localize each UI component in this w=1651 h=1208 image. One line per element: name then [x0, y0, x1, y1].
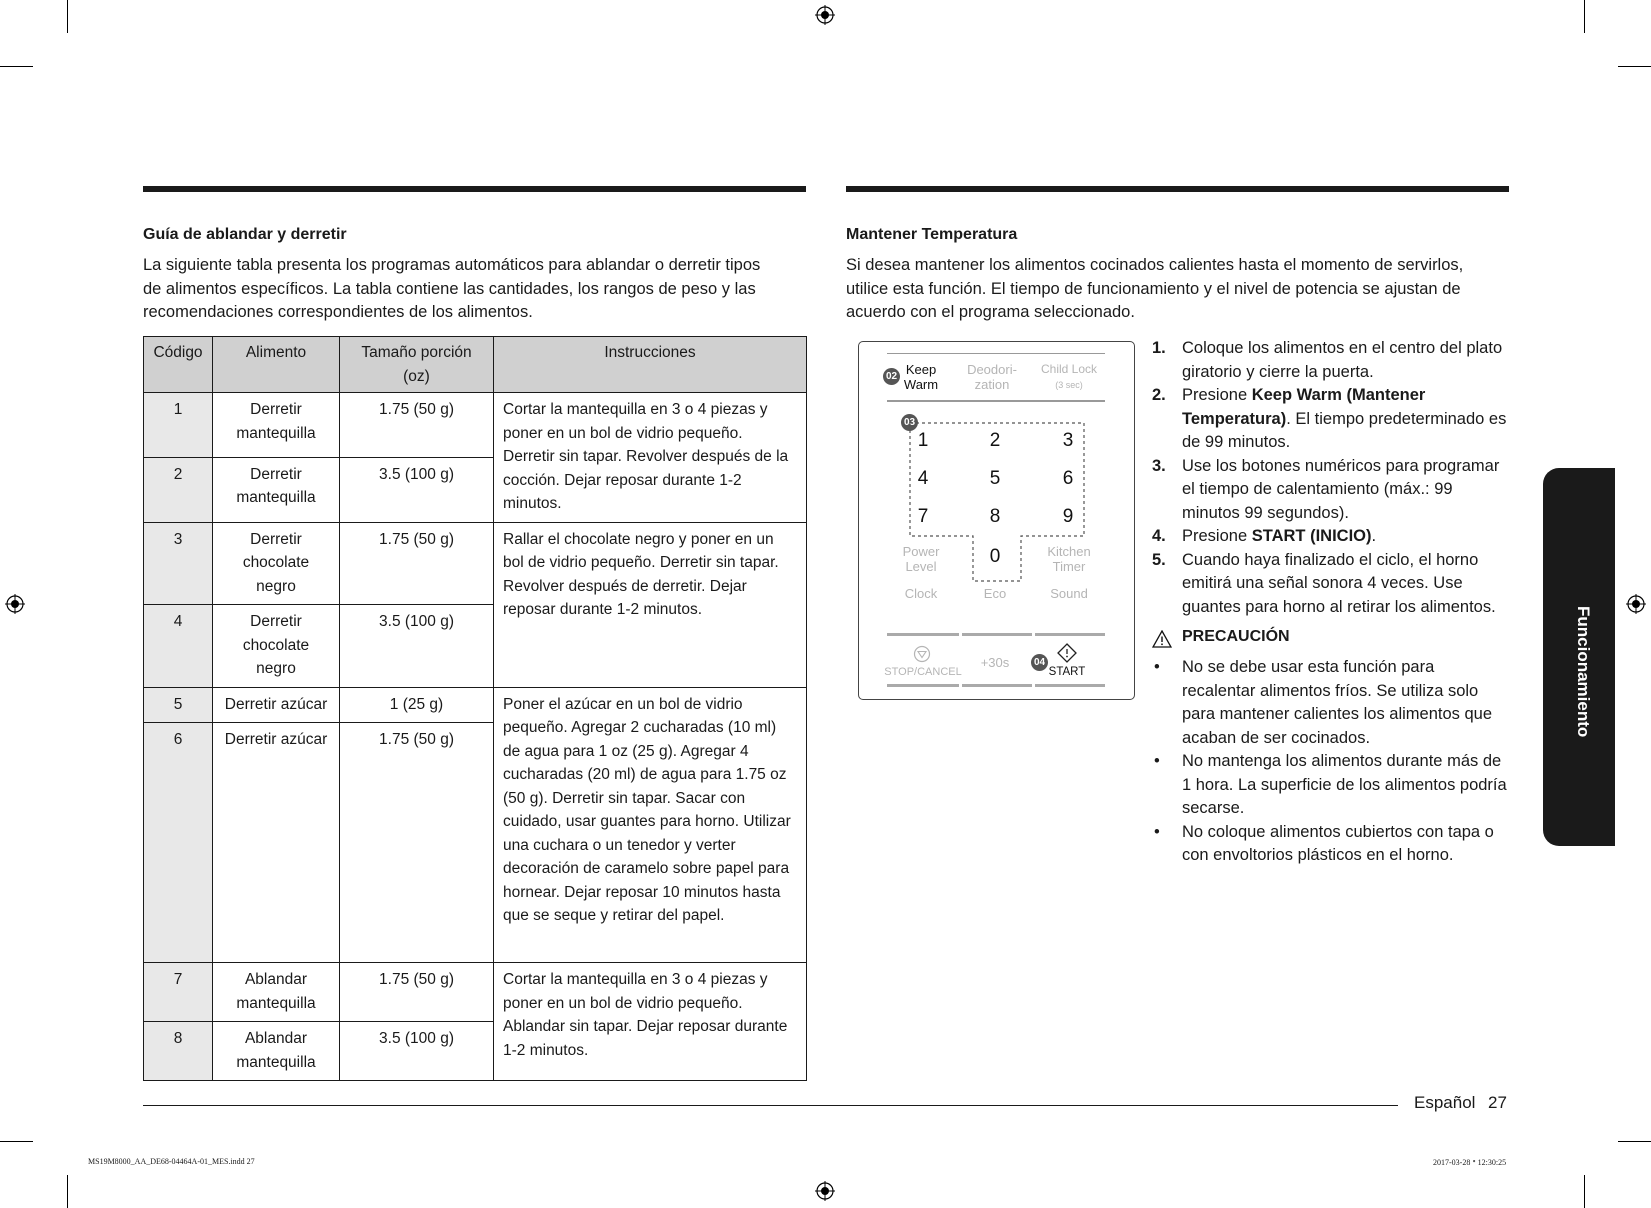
step-number: 5. [1152, 550, 1166, 569]
crop-mark [0, 1141, 33, 1142]
digit-2-button[interactable]: 2 [989, 430, 1001, 451]
page-number: 27 [1488, 1093, 1507, 1112]
stop-cancel-button[interactable]: STOP/CANCEL [884, 666, 962, 678]
header-portion: Tamaño porción (oz) [340, 337, 494, 393]
cell-food: Derretir azúcar [213, 687, 340, 723]
table-row [144, 687, 807, 723]
cell-food: Ablandar mantequilla [213, 963, 340, 1022]
power-level-label-2: Level [905, 559, 937, 574]
registration-mark-icon [815, 1181, 835, 1201]
step-text: Cuando haya finalizado el ciclo, el horno emitirá una señal sonora 4 veces. Use guantes para horno al retirar los alimentos. [1182, 550, 1496, 616]
section-title: Mantener Temperatura [846, 226, 1018, 243]
list-item [1152, 455, 1512, 526]
steps-list [1152, 337, 1512, 619]
cell-size: 3.5 (100 g) [340, 605, 494, 688]
cell-code: 8 [144, 1022, 213, 1081]
eco-button[interactable]: Eco [983, 586, 1007, 601]
header-instructions: Instrucciones [494, 337, 807, 393]
keep-warm-label-1: Keep [905, 362, 937, 377]
side-tab-label: Funcionamiento [1574, 606, 1593, 738]
section-title: Guía de ablandar y derretir [143, 226, 347, 243]
cell-size: 3.5 (100 g) [340, 1022, 494, 1081]
cell-instructions: Poner el azúcar en un bol de vidrio pequeño. Agregar 2 cucharadas (10 ml) de agua para 1 oz (25 g). Agregar 4 cucharadas (20 ml) de agua para 1.75 oz (50 g). Derretir sin tapar. Sacar con cuidado, usar guantes para horno. Utilizar una cuchara o un tenedor y verter decoración de caramelo sobre papel para hornear. Dejar reposar 10 minutos hasta que se seque y retirar del papel. [494, 687, 807, 963]
list-item: • No coloque alimentos cubiertos con tapa o con envoltorios plásticos en el horno. [1152, 821, 1512, 868]
digit-1-button[interactable]: 1 [917, 430, 929, 451]
step-number: 2. [1152, 386, 1166, 404]
kitchen-timer-label-2: Timer [1052, 559, 1086, 574]
cell-size: 1.75 (50 g) [340, 963, 494, 1022]
cell-size: 1.75 (50 g) [340, 393, 494, 458]
clock-button[interactable]: Clock [904, 586, 938, 601]
print-slug-file: MS19M8000_AA_DE68-04464A-01_MES.indd 27 [88, 1157, 255, 1166]
cell-instructions: Rallar el chocolate negro y poner en un bol de vidrio pequeño. Derretir sin tapar. Revolver después de derretir. Dejar reposar durante 1-2 minutos. [494, 522, 807, 687]
list-item [1152, 384, 1512, 455]
cell-size: 1 (25 g) [340, 687, 494, 723]
cell-food: Derretir azúcar [213, 723, 340, 963]
step-text: . [1371, 527, 1377, 545]
step-emphasis: Keep Warm (Mantener Temperatura) [1182, 386, 1426, 428]
step-text: Presione [1182, 386, 1252, 404]
cell-code: 6 [144, 723, 213, 963]
digit-5-button[interactable]: 5 [989, 468, 1001, 489]
section-rule [846, 186, 1509, 192]
sound-button[interactable]: Sound [1050, 586, 1088, 601]
cell-code: 1 [144, 393, 213, 458]
keep-warm-label-2: Warm [903, 377, 939, 392]
control-panel-illustration [858, 341, 1135, 700]
warning-icon [1152, 630, 1172, 648]
print-slug-date: 2017-03-28 ꢀ 12:30:25 [1433, 1158, 1507, 1167]
table-row [144, 522, 807, 605]
plus-30s-button[interactable]: +30s [980, 655, 1010, 670]
step-text: Use los botones numéricos para programar el tiempo de calentamiento (máx.: 99 minutos 99 segundos). [1182, 456, 1500, 522]
crop-mark [1584, 0, 1585, 33]
crop-mark [1584, 1175, 1585, 1208]
intro-paragraph: Si desea mantener los alimentos cocinados calientes hasta el momento de servirlos, utilice esta función. El tiempo de funcionamiento y el nivel de potencia se ajustan de acuerdo con el programa seleccionado. [846, 256, 1464, 321]
footer-language: Español [1414, 1093, 1476, 1112]
table-header-row [144, 337, 807, 393]
step-badge: 02 [883, 368, 900, 385]
crop-mark [1618, 1141, 1651, 1142]
digit-7-button[interactable]: 7 [917, 506, 929, 527]
child-lock-sublabel: (3 sec) [1055, 380, 1083, 390]
panel-divider [962, 633, 1032, 636]
registration-mark-icon [1626, 594, 1646, 614]
step-number: 3. [1152, 456, 1166, 475]
step-text: . El tiempo predeterminado es de 99 minutos. [1182, 409, 1507, 451]
kitchen-timer-label-1: Kitchen [1047, 544, 1091, 559]
keep-warm-button[interactable] [899, 362, 943, 392]
caution-list [1152, 656, 1512, 868]
cell-food: Derretir mantequilla [213, 457, 340, 522]
cell-size: 1.75 (50 g) [340, 522, 494, 605]
caution-title: PRECAUCIÓN [1182, 628, 1290, 645]
digit-0-button[interactable]: 0 [989, 546, 1001, 567]
panel-divider [887, 400, 1105, 402]
intro-paragraph: La siguiente tabla presenta los programas automáticos para ablandar o derretir tipos de alimentos específicos. La tabla contiene las cantidades, los rangos de peso y las recomendaciones correspondientes de los alimentos. [143, 256, 761, 321]
cell-code: 4 [144, 605, 213, 688]
list-item [1152, 549, 1512, 620]
step-text: Coloque los alimentos en el centro del plato giratorio y cierre la puerta. [1182, 339, 1503, 381]
digit-9-button[interactable]: 9 [1062, 506, 1074, 527]
footer-rule [143, 1105, 1398, 1106]
start-button[interactable]: START [1048, 666, 1086, 678]
step-number: 1. [1152, 339, 1166, 357]
list-item: • No se debe usar esta función para recalentar alimentos fríos. Se utiliza solo para mantener calientes los alimentos que acaban de ser cocinados. [1152, 656, 1512, 750]
panel-divider [887, 684, 959, 687]
crop-mark [0, 66, 33, 67]
crop-mark [67, 0, 68, 33]
table-row [144, 393, 807, 458]
crop-mark [67, 1175, 68, 1208]
power-level-button[interactable] [893, 544, 949, 574]
kitchen-timer-button[interactable] [1039, 544, 1099, 574]
digit-3-button[interactable]: 3 [1062, 430, 1074, 451]
deodorization-label-1: Deodori- [967, 362, 1017, 377]
crop-mark [1618, 66, 1651, 67]
cell-food: Ablandar mantequilla [213, 1022, 340, 1081]
guide-table [143, 336, 807, 1081]
cell-code: 3 [144, 522, 213, 605]
panel-divider [887, 633, 959, 636]
registration-mark-icon [815, 5, 835, 25]
cell-size: 3.5 (100 g) [340, 457, 494, 522]
cell-instructions: Cortar la mantequilla en 3 o 4 piezas y poner en un bol de vidrio pequeño. Ablandar sin tapar. Dejar reposar durante 1-2 minutos. [494, 963, 807, 1081]
panel-divider [1035, 633, 1105, 636]
cell-code: 2 [144, 457, 213, 522]
list-item [1152, 337, 1512, 384]
list-item: • No mantenga los alimentos durante más de 1 hora. La superficie de los alimentos podría secarse. [1152, 750, 1512, 821]
panel-divider [1035, 684, 1105, 687]
header-code: Código [144, 337, 213, 393]
cell-code: 5 [144, 687, 213, 723]
panel-divider [887, 353, 1105, 354]
power-level-label-1: Power [902, 544, 940, 559]
step-text: Presione [1182, 527, 1252, 545]
cell-food: Derretir chocolate negro [213, 605, 340, 688]
start-icon [1057, 643, 1077, 663]
step-emphasis: START (INICIO) [1251, 527, 1372, 545]
header-food: Alimento [213, 337, 340, 393]
cell-food: Derretir mantequilla [213, 393, 340, 458]
step-badge: 04 [1031, 654, 1048, 671]
table-row [144, 963, 807, 1022]
child-lock-button[interactable] [1031, 362, 1107, 393]
digit-8-button[interactable]: 8 [989, 506, 1001, 527]
panel-divider [962, 684, 1032, 687]
child-lock-label: Child Lock [1040, 362, 1098, 376]
cell-code: 7 [144, 963, 213, 1022]
digit-6-button[interactable]: 6 [1062, 468, 1074, 489]
step-number: 4. [1152, 527, 1166, 545]
registration-mark-icon [5, 594, 25, 614]
stop-icon [913, 645, 931, 663]
step-badge: 03 [901, 414, 918, 431]
cell-food: Derretir chocolate negro [213, 522, 340, 605]
cell-size: 1.75 (50 g) [340, 723, 494, 963]
deodorization-label-2: zation [974, 377, 1010, 392]
section-rule [143, 186, 806, 192]
list-item [1152, 525, 1512, 549]
digit-4-button[interactable]: 4 [917, 468, 929, 489]
deodorization-button[interactable] [959, 362, 1025, 392]
cell-instructions: Cortar la mantequilla en 3 o 4 piezas y poner en un bol de vidrio pequeño. Derretir sin tapar. Revolver después de la cocción. Dejar reposar durante 1-2 minutos. [494, 393, 807, 523]
